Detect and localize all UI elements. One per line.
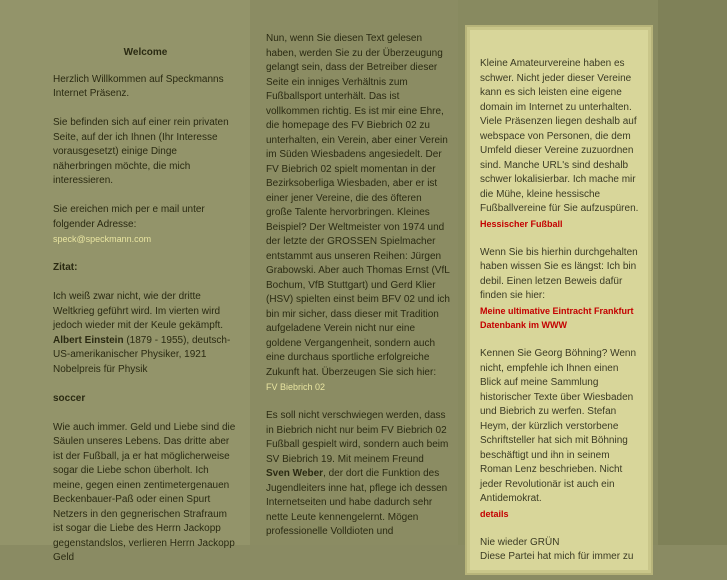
- quote-block: [53, 290, 238, 377]
- zitat-heading: Zitat:: [53, 262, 78, 273]
- middle-column: [250, 0, 458, 545]
- fv-biebrich-link[interactable]: FV Biebrich 02: [266, 382, 326, 392]
- right-para1: Kleine Amateurvereine haben es schwer. Nicht jeder dieser Vereine kann es sich leisten eine eigene domain im Internet zu unterhalten. Viele Präsenzen liegen deshalb auf webspace von Personen, die dem Umfeld dieser Vereine zuzuordnen sind. Manche URL's sind deshalb schwer lokalisierbar. Ich mache mir die Mühe, kleine hessische Fußballvereine für Sie aufzuspüren.: [480, 58, 639, 214]
- sven-weber-name: Sven Weber: [266, 468, 324, 479]
- hessischer-fussball-link[interactable]: Hessischer Fußball: [480, 218, 563, 229]
- welcome-heading: Welcome: [123, 47, 168, 58]
- contact-text: Sie ereichen mich per e mail unter folgender Adresse:: [53, 204, 205, 230]
- right-strip: [658, 0, 727, 545]
- intro-text: Herzlich Willkommen auf Speckmanns Internet Präsenz.: [53, 73, 224, 99]
- email-link[interactable]: speck@speckmann.com: [53, 234, 152, 244]
- right-para2: Wenn Sie bis hierhin durchgehalten haben wissen Sie es längst: Ich bin debil. Einen letzen Beweis dafür finden sie hier:: [480, 246, 638, 301]
- middle-para2: [266, 409, 450, 540]
- quote-text: Ich weiß zwar nicht, wie der dritte Weltkrieg geführt wird. Im vierten wird jedoch wieder mit der Keule gekämpft.: [53, 291, 224, 331]
- private-text: Sie befinden sich auf einer rein privaten Seite, auf der ich Ihnen (Ihr Interesse vorausgesetzt) einige Dinge näherbringen möchte, die mich interessieren.: [53, 117, 229, 186]
- right-para4: Diese Partei hat mich für immer zu: [480, 551, 634, 562]
- quote-author-info: (1879 - 1955), deutsch-US-amerikanischer Physiker, 1921 Nobelpreis für Physik: [53, 334, 231, 375]
- middle-para1: Nun, wenn Sie diesen Text gelesen haben, werden Sie zu der Überzeugung gelangt sein, dass der Betreiber dieser Seite ein inniges Verhältnis zum Fußballsport unterhält. Das ist vollkommen richtig. Es ist mir eine Ehre, die homepage des FV Biebrich 02 zu unterhalten, ein Verein, aber einer Verein im Süden Wiesbadens angesiedelt. Der FV Biebrich 02 spielt momentan in der Bezirksoberliga Wiesbaden, aber er ist einer jener Vereine, die des öfteren große Talente hervorbringen. Kleines Beispiel? Der Weltmeister von 1974 und der letzte der GROSSEN Spielmacher entstammt aus unseren Reihen: Jürgen Grabowski. Aber auch Thomas Ernst (VfL Bochum, VfB Stuttgart) und Gerd Klier (HSV) spielten einst beim BFV 02 und ich bin mir sicher, dass dieser mit Tradition aufgeladene Verein nicht nur eine goldene Vergangenheit, sondern auch eine durchaus sportliche erfolgreiche Zukunft hat. Überzeugen Sie sich hier:: [266, 33, 450, 378]
- middle-para2-end: , der dort die Funktion des Jugendleiters inne hat, pflege ich dessen Internetseiten und habe dadurch sehr nette Leute kennengelernt. Mögen professionelle Volldioten und: [266, 468, 448, 537]
- soccer-text: Wie auch immer. Geld und Liebe sind die Säulen unseres Lebens. Das dritte aber ist der Fußball, ja er hat möglicherweise sogar die Liebe schon überholt. Ich meine, gegen einen zentimetergenauen Beckenbauer-Paß oder einen Spurt Netzers in den gegnerischen Strafraum ist sogar die Liebe des Herrn Jackopp gegenstandslos, verlieren Herrn Jackopp Geld: [53, 421, 236, 563]
- details-link[interactable]: details: [480, 508, 509, 519]
- quote-author: Albert Einstein: [53, 334, 124, 346]
- right-para3: Kennen Sie Georg Böhning? Wenn nicht, empfehle ich Ihnen einen Blick auf meine Sammlung historischer Texte über Wiesbaden und Biebrich zu werfen. Stefan Heym, der kürzlich verstorbene Schriftsteller hat sich mit Böhning beschäftigt und ihn in seinem Roman Lenz beschrieben. Nicht jeder Revolutionär ist auch ein Antidemokrat.: [480, 348, 637, 504]
- left-column: [0, 0, 250, 563]
- middle-para2-start: Es soll nicht verschwiegen werden, dass in Biebrich nicht nur beim FV Biebrich 02 Fußball gespielt wird, sondern auch beim SV Biebrich 19. Mit meinem Freund: [266, 410, 449, 465]
- eintracht-datenbank-link[interactable]: Meine ultimative Eintracht Frankfurt Datenbank im WWW: [480, 305, 634, 330]
- gruen-title: Nie wieder GRÜN: [480, 536, 560, 548]
- paper-panel: [470, 30, 648, 570]
- soccer-heading: soccer: [53, 392, 86, 404]
